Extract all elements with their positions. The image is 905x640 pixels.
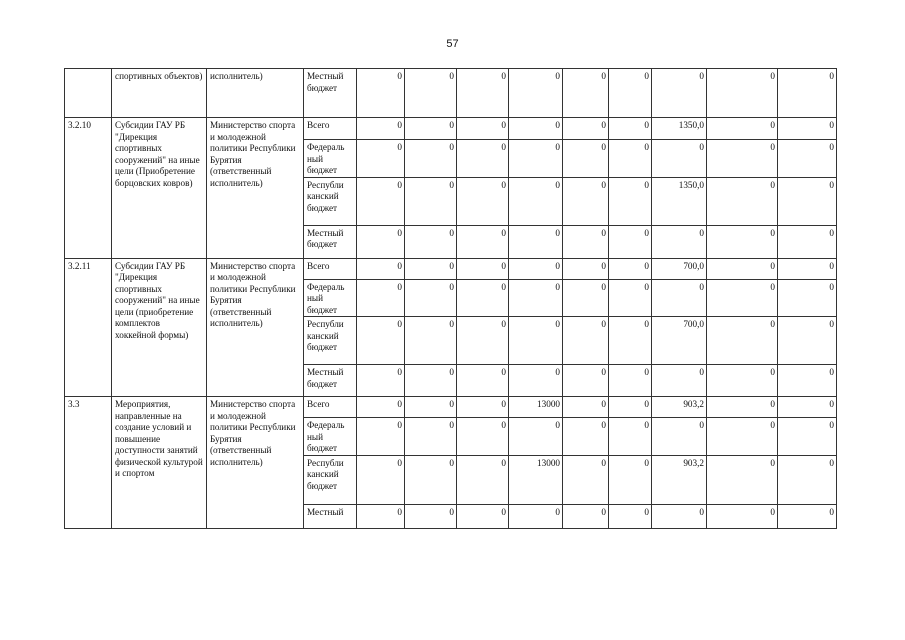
- value-cell: 0: [509, 118, 563, 140]
- value-cell: 0: [707, 177, 778, 225]
- value-cell: 0: [652, 69, 707, 118]
- value-cell: 0: [778, 225, 837, 258]
- value-cell: 0: [652, 365, 707, 397]
- budget-table: [64, 68, 837, 529]
- value-cell: 0: [563, 118, 609, 140]
- funding-source: Местный бюджет: [304, 69, 357, 118]
- value-cell: 1350,0: [652, 177, 707, 225]
- value-cell: 0: [509, 279, 563, 317]
- value-cell: 0: [707, 317, 778, 365]
- value-cell: 0: [609, 455, 652, 504]
- value-cell: 0: [778, 365, 837, 397]
- value-cell: 0: [357, 118, 405, 140]
- value-cell: 0: [509, 258, 563, 279]
- item-name: Субсидии ГАУ РБ "Дирекция спортивных сооружений" на иные цели (приобретение комплектов хоккейной формы): [112, 258, 207, 397]
- value-cell: 0: [707, 140, 778, 178]
- value-cell: 903,2: [652, 455, 707, 504]
- value-cell: 0: [609, 397, 652, 418]
- value-cell: 0: [563, 140, 609, 178]
- value-cell: 0: [405, 279, 457, 317]
- value-cell: 700,0: [652, 317, 707, 365]
- item-code: 3.3: [65, 397, 112, 529]
- value-cell: 0: [652, 140, 707, 178]
- item-name: спортивных объектов): [112, 69, 207, 118]
- value-cell: 0: [707, 225, 778, 258]
- funding-source: Всего: [304, 118, 357, 140]
- funding-source: Республи канский бюджет: [304, 455, 357, 504]
- value-cell: 700,0: [652, 258, 707, 279]
- value-cell: 0: [652, 418, 707, 456]
- funding-source: Федераль ный бюджет: [304, 279, 357, 317]
- value-cell: 0: [405, 177, 457, 225]
- value-cell: 0: [609, 258, 652, 279]
- value-cell: 0: [707, 258, 778, 279]
- value-cell: 0: [357, 455, 405, 504]
- value-cell: 0: [405, 118, 457, 140]
- value-cell: 0: [405, 317, 457, 365]
- page-number: 57: [446, 38, 459, 50]
- value-cell: 0: [778, 258, 837, 279]
- value-cell: 0: [405, 455, 457, 504]
- funding-source: Местный бюджет: [304, 225, 357, 258]
- value-cell: 0: [457, 279, 509, 317]
- value-cell: 0: [457, 418, 509, 456]
- value-cell: 0: [652, 504, 707, 528]
- funding-source: Всего: [304, 397, 357, 418]
- value-cell: 0: [563, 279, 609, 317]
- funding-source: Республи канский бюджет: [304, 317, 357, 365]
- item-executor: исполнитель): [207, 69, 304, 118]
- value-cell: 0: [457, 140, 509, 178]
- table-row: [65, 397, 837, 418]
- value-cell: 0: [707, 69, 778, 118]
- value-cell: 0: [357, 140, 405, 178]
- value-cell: 0: [509, 177, 563, 225]
- value-cell: 13000: [509, 397, 563, 418]
- value-cell: 0: [405, 504, 457, 528]
- value-cell: 0: [707, 418, 778, 456]
- item-executor: Министерство спорта и молодежной политики Республики Бурятия (ответственный исполнитель): [207, 258, 304, 397]
- value-cell: 0: [357, 317, 405, 365]
- value-cell: 0: [609, 225, 652, 258]
- funding-source: Федераль ный бюджет: [304, 140, 357, 178]
- item-code: 3.2.10: [65, 118, 112, 259]
- item-code: [65, 69, 112, 118]
- table-row: [65, 69, 837, 118]
- value-cell: 0: [609, 504, 652, 528]
- table-row: [65, 118, 837, 140]
- value-cell: 0: [563, 258, 609, 279]
- value-cell: 0: [509, 317, 563, 365]
- value-cell: 0: [778, 418, 837, 456]
- value-cell: 0: [405, 225, 457, 258]
- funding-source: Местный бюджет: [304, 365, 357, 397]
- value-cell: 0: [707, 397, 778, 418]
- value-cell: 0: [457, 258, 509, 279]
- value-cell: 0: [563, 455, 609, 504]
- funding-source: Республи канский бюджет: [304, 177, 357, 225]
- value-cell: 0: [509, 418, 563, 456]
- value-cell: 0: [509, 69, 563, 118]
- value-cell: 0: [509, 225, 563, 258]
- value-cell: 0: [457, 365, 509, 397]
- value-cell: 0: [778, 397, 837, 418]
- value-cell: 0: [457, 118, 509, 140]
- item-name: Мероприятия, направленные на создание условий и повышение доступности занятий физической культурой и спортом: [112, 397, 207, 529]
- value-cell: 0: [357, 418, 405, 456]
- value-cell: 0: [778, 317, 837, 365]
- funding-source: Всего: [304, 258, 357, 279]
- value-cell: 0: [405, 418, 457, 456]
- value-cell: 0: [563, 225, 609, 258]
- item-executor: Министерство спорта и молодежной политики Республики Бурятия (ответственный исполнитель): [207, 118, 304, 259]
- item-executor: Министерство спорта и молодежной политики Республики Бурятия (ответственный исполнитель): [207, 397, 304, 529]
- value-cell: 0: [707, 365, 778, 397]
- value-cell: 0: [652, 225, 707, 258]
- value-cell: 0: [357, 365, 405, 397]
- value-cell: 0: [563, 69, 609, 118]
- value-cell: 0: [357, 279, 405, 317]
- value-cell: 0: [563, 317, 609, 365]
- value-cell: 0: [509, 365, 563, 397]
- value-cell: 0: [405, 140, 457, 178]
- value-cell: 0: [609, 118, 652, 140]
- value-cell: 13000: [509, 455, 563, 504]
- value-cell: 0: [609, 279, 652, 317]
- value-cell: 0: [778, 504, 837, 528]
- value-cell: 0: [707, 455, 778, 504]
- value-cell: 0: [457, 317, 509, 365]
- table-row: [65, 258, 837, 279]
- value-cell: 0: [778, 69, 837, 118]
- value-cell: 0: [509, 504, 563, 528]
- funding-source: Местный: [304, 504, 357, 528]
- value-cell: 0: [357, 225, 405, 258]
- value-cell: 0: [405, 397, 457, 418]
- value-cell: 0: [707, 279, 778, 317]
- value-cell: 0: [457, 177, 509, 225]
- value-cell: 0: [563, 365, 609, 397]
- item-code: 3.2.11: [65, 258, 112, 397]
- value-cell: 0: [509, 140, 563, 178]
- value-cell: 0: [609, 140, 652, 178]
- value-cell: 0: [563, 418, 609, 456]
- value-cell: 0: [609, 177, 652, 225]
- value-cell: 0: [778, 455, 837, 504]
- value-cell: 0: [457, 397, 509, 418]
- value-cell: 0: [707, 118, 778, 140]
- value-cell: 0: [609, 418, 652, 456]
- value-cell: 0: [405, 258, 457, 279]
- value-cell: 1350,0: [652, 118, 707, 140]
- value-cell: 0: [778, 140, 837, 178]
- value-cell: 0: [457, 455, 509, 504]
- value-cell: 0: [457, 225, 509, 258]
- item-name: Субсидии ГАУ РБ "Дирекция спортивных сооружений" на иные цели (Приобретение борцовских ковров): [112, 118, 207, 259]
- value-cell: 0: [357, 69, 405, 118]
- value-cell: 0: [609, 365, 652, 397]
- value-cell: 0: [563, 397, 609, 418]
- value-cell: 0: [357, 397, 405, 418]
- value-cell: 0: [609, 69, 652, 118]
- value-cell: 0: [778, 279, 837, 317]
- value-cell: 0: [778, 118, 837, 140]
- value-cell: 0: [652, 279, 707, 317]
- value-cell: 0: [707, 504, 778, 528]
- value-cell: 0: [457, 504, 509, 528]
- value-cell: 903,2: [652, 397, 707, 418]
- value-cell: 0: [357, 177, 405, 225]
- value-cell: 0: [609, 317, 652, 365]
- value-cell: 0: [457, 69, 509, 118]
- value-cell: 0: [563, 177, 609, 225]
- value-cell: 0: [357, 258, 405, 279]
- value-cell: 0: [563, 504, 609, 528]
- value-cell: 0: [405, 69, 457, 118]
- funding-source: Федераль ный бюджет: [304, 418, 357, 456]
- value-cell: 0: [357, 504, 405, 528]
- value-cell: 0: [778, 177, 837, 225]
- value-cell: 0: [405, 365, 457, 397]
